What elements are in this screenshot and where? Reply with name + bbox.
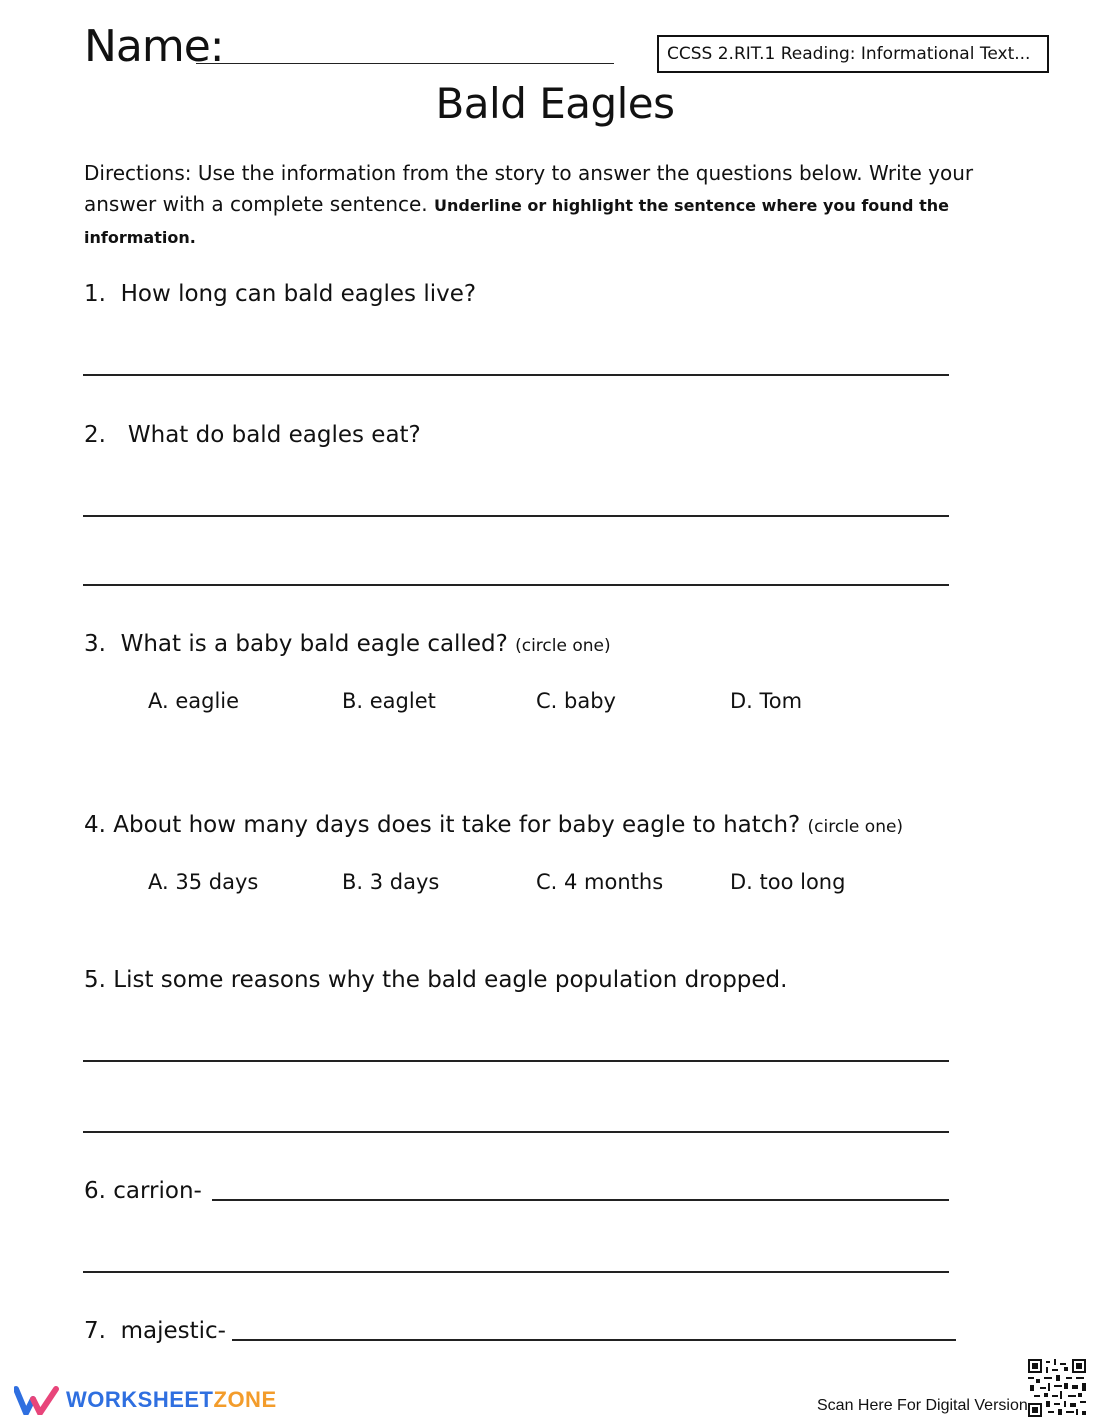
w-logo-icon xyxy=(14,1385,60,1415)
answer-line-5a[interactable] xyxy=(83,1060,949,1062)
directions-text: Directions: Use the information from the story to answer the questions below. Write your answer with a complete sentence. xyxy=(84,161,974,216)
option-b[interactable]: B. 3 days xyxy=(342,870,440,894)
answer-line-5b[interactable] xyxy=(83,1131,949,1133)
question-number: 7. xyxy=(84,1318,106,1344)
definition-line-7[interactable] xyxy=(232,1339,956,1341)
option-d[interactable]: D. Tom xyxy=(730,689,803,713)
option-a[interactable]: A. 35 days xyxy=(148,870,259,894)
option-c[interactable]: C. baby xyxy=(536,689,616,713)
question-number: 4. xyxy=(84,812,106,838)
question-note: (circle one) xyxy=(515,636,611,656)
worksheetzone-logo[interactable] xyxy=(14,1383,277,1417)
standard-badge: CCSS 2.RIT.1 Reading: Informational Text... xyxy=(657,35,1049,73)
question-3 xyxy=(84,629,611,661)
question-text: majestic- xyxy=(120,1318,226,1344)
question-1 xyxy=(84,279,476,309)
option-c[interactable]: C. 4 months xyxy=(536,870,664,894)
question-number: 1. xyxy=(84,281,106,307)
question-note: (circle one) xyxy=(807,817,904,837)
question-number: 5. xyxy=(84,967,106,993)
question-6 xyxy=(84,1176,202,1206)
worksheet-title: Bald Eagles xyxy=(435,79,675,128)
option-a[interactable]: A. eaglie xyxy=(148,689,240,713)
directions-bold-text: Underline or highlight the sentence where you found the information. xyxy=(84,196,949,247)
question-5 xyxy=(84,965,787,995)
name-input-line[interactable] xyxy=(196,63,614,64)
logo-text-worksheet: WORKSHEET xyxy=(66,1387,214,1412)
question-2 xyxy=(84,420,421,450)
answer-line-2a[interactable] xyxy=(83,515,949,517)
question-7 xyxy=(84,1316,226,1346)
option-b[interactable]: B. eaglet xyxy=(342,689,436,713)
question-text: carrion- xyxy=(113,1178,202,1204)
question-number: 2. xyxy=(84,422,106,448)
logo-text-zone: ZONE xyxy=(213,1387,277,1412)
scan-text: Scan Here For Digital Version xyxy=(817,1397,1028,1414)
qr-code-icon[interactable] xyxy=(1028,1359,1086,1417)
question-text: How long can bald eagles live? xyxy=(120,281,477,307)
definition-line-6[interactable] xyxy=(212,1199,949,1201)
question-text: What do bald eagles eat? xyxy=(127,422,421,448)
name-label: Name: xyxy=(84,21,224,72)
question-text: What is a baby bald eagle called? xyxy=(120,631,508,657)
question-text: About how many days does it take for baby eagle to hatch? xyxy=(113,812,801,838)
option-d[interactable]: D. too long xyxy=(730,870,846,894)
answer-line-1[interactable] xyxy=(83,374,949,376)
question-number: 6. xyxy=(84,1178,106,1204)
directions xyxy=(84,158,1024,253)
answer-line-2b[interactable] xyxy=(83,584,949,586)
question-text: List some reasons why the bald eagle population dropped. xyxy=(113,967,788,993)
question-4 xyxy=(84,810,903,842)
answer-line-6b[interactable] xyxy=(83,1271,949,1273)
question-number: 3. xyxy=(84,631,106,657)
